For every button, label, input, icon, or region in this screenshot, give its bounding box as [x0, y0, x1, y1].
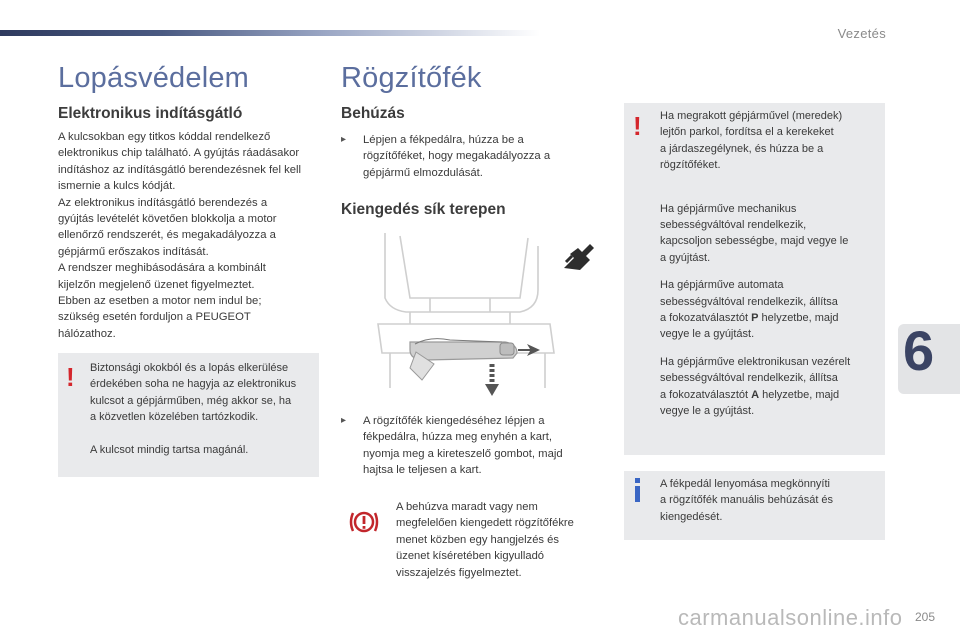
- left-line: A kulcsokban egy titkos kóddal rendelkező: [58, 131, 271, 143]
- hand-lever-icon: [560, 240, 600, 274]
- section-title: Vezetés: [837, 26, 886, 41]
- bullet-line: nyomja meg a kireteszelő gombot, majd: [363, 447, 563, 460]
- left-line: ellenőrző rendszerét, és megakadályozza a: [58, 229, 276, 242]
- behuzas-bullet: [341, 132, 601, 184]
- warning-line: kulcsot a gépjárműben, még akkor se, ha: [90, 394, 292, 407]
- left-line: Az elektronikus indításgátló berendezés a: [58, 196, 268, 209]
- header-gradient-bar: [0, 30, 540, 36]
- left-line: A rendszer meghibásodására a kombinált: [58, 262, 266, 275]
- middle-title: Rögzítőfék: [341, 62, 482, 94]
- brake-alert-text: [396, 499, 606, 581]
- warning-line: sebességváltóval rendelkezik, állítsa: [660, 295, 838, 308]
- right-info-text: [660, 476, 880, 525]
- left-line: gyújtás levételét követően blokkolja a motor: [58, 213, 277, 226]
- bullet-arrow-icon: ▸: [341, 134, 347, 145]
- warning-icon: !: [633, 111, 642, 141]
- left-line: gépjármű erőszakos indítását.: [58, 245, 209, 258]
- brake-warning-lamp-icon: [348, 508, 380, 536]
- warning-line: Biztonsági okokból és a lopás elkerülése: [90, 362, 289, 374]
- alert-line: üzenet kíséretében kigyulladó: [396, 550, 545, 563]
- warning-line: a közvetlen közelében tartózkodik.: [90, 411, 259, 424]
- left-warning-text: [90, 360, 316, 458]
- info-line: A fékpedál lenyomása megkönnyíti: [660, 478, 830, 490]
- warning-line: kapcsoljon sebességbe, majd vegye le: [660, 235, 849, 248]
- warning-line: Ha gépjárműve mechanikus: [660, 202, 797, 215]
- warning-line: sebességváltóval rendelkezik,: [660, 219, 807, 232]
- warning-line: Ha gépjárműve elektronikusan vezérelt: [660, 355, 851, 368]
- bullet-line: fékpedálra, húzza meg enyhén a kart,: [363, 431, 553, 444]
- alert-line: A behúzva maradt vagy nem: [396, 501, 538, 513]
- warning-line: a fokozatválasztót A helyzetbe, majd: [660, 388, 840, 401]
- left-line: kijelzőn megjelenő üzenet figyelmeztet.: [58, 278, 255, 291]
- warning-icon: !: [66, 362, 75, 392]
- left-line: Ebben az esetben a motor nem indul be;: [58, 295, 262, 308]
- left-subtitle: Elektronikus indításgátló: [58, 105, 243, 122]
- alert-line: menet közben egy hangjelzés és: [396, 533, 559, 546]
- left-body: [58, 129, 320, 342]
- warning-line: a járdaszegélynek, és húzza be a: [660, 142, 824, 155]
- warning-line: a fokozatválasztót P helyzetbe, majd: [660, 312, 839, 325]
- info-icon-dot: [635, 478, 640, 483]
- right-warning-text: [660, 108, 882, 420]
- warning-line: Ha gépjárműve automata: [660, 279, 784, 292]
- warning-line: A kulcsot mindig tartsa magánál.: [90, 443, 249, 456]
- left-line: indításhoz az indításgátló berendezésnek fel kell: [58, 163, 302, 176]
- behuzas-heading: Behúzás: [341, 105, 405, 122]
- warning-line: vegye le a gyújtást.: [660, 328, 755, 341]
- left-line: elektronikus chip található. A gyújtás ráadásakor: [58, 147, 300, 160]
- watermark: carmanualsonline.info: [678, 605, 903, 630]
- page-number: 205: [915, 610, 936, 624]
- bullet-line: A rögzítőfék kiengedéséhez lépjen a: [363, 415, 545, 427]
- warning-line: lejtőn parkol, fordítsa el a kerekeket: [660, 126, 834, 139]
- left-title: Lopásvédelem: [58, 62, 250, 94]
- alert-line: visszajelzés figyelmeztet.: [396, 566, 522, 579]
- bullet-line: rögzítőféket, hogy megakadályozza a: [363, 150, 551, 163]
- bullet-line: Lépjen a fékpedálra, húzza be a: [363, 134, 524, 146]
- bullet-arrow-icon: ▸: [341, 415, 347, 426]
- info-line: kiengedését.: [660, 510, 723, 523]
- chapter-number: 6: [903, 319, 935, 382]
- left-line: szükség esetén forduljon a PEUGEOT: [58, 311, 251, 324]
- info-icon: [635, 486, 640, 502]
- kiengedes-bullet: [341, 413, 601, 481]
- warning-line: a gyújtást.: [660, 251, 711, 264]
- bullet-line: gépjármű elmozdulását.: [363, 166, 483, 179]
- info-line: a rögzítőfék manuális behúzását és: [660, 494, 834, 507]
- bullet-line: hajtsa le teljesen a kart.: [363, 464, 482, 477]
- warning-line: vegye le a gyújtást.: [660, 405, 755, 418]
- warning-line: érdekében soha ne hagyja az elektronikus: [90, 378, 297, 391]
- warning-line: sebességváltóval rendelkezik, állítsa: [660, 372, 838, 385]
- warning-line: Ha megrakott gépjárművel (meredek): [660, 110, 843, 122]
- left-line: ismernie a kulcs kódját.: [58, 180, 176, 193]
- parking-brake-illustration: [370, 228, 566, 400]
- warning-line: rögzítőféket.: [660, 159, 721, 172]
- left-line: hálózathoz.: [58, 327, 116, 340]
- kiengedes-heading: Kiengedés sík terepen: [341, 201, 506, 218]
- alert-line: megfelelően kiengedett rögzítőfékre: [396, 517, 574, 530]
